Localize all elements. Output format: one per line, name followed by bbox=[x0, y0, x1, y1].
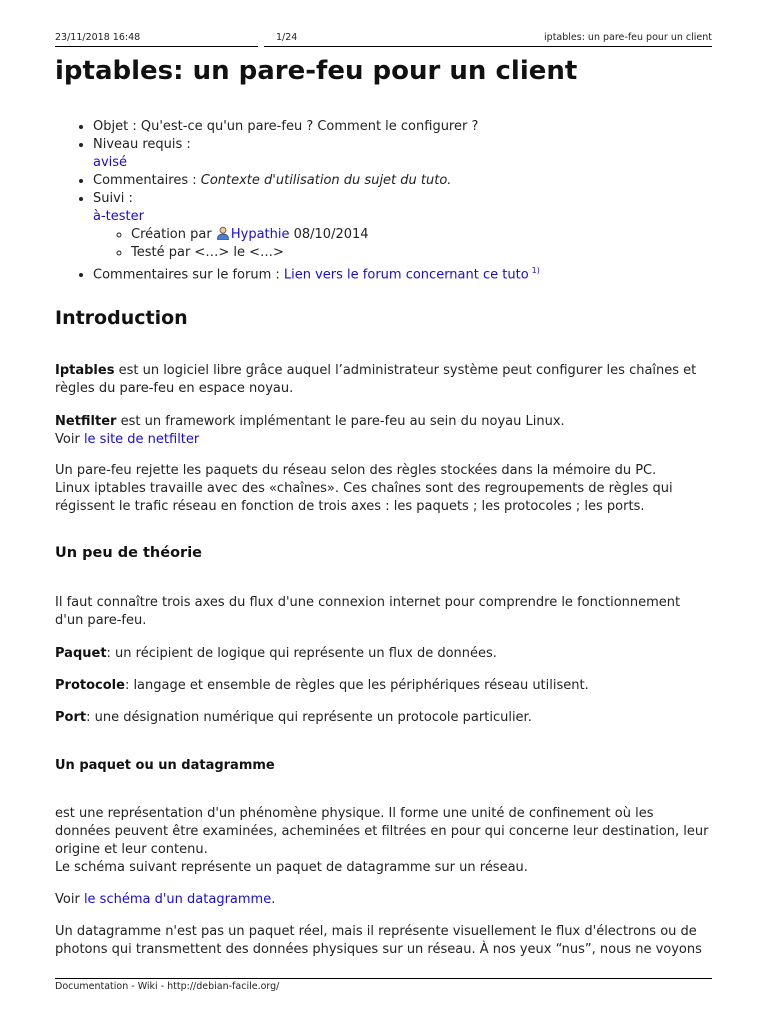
user-icon bbox=[216, 226, 230, 240]
creation-item: ◦ Création par Hypathie 08/10/2014 bbox=[131, 226, 712, 244]
footer-text: Documentation - Wiki - http://debian-facile.org/ bbox=[55, 981, 280, 992]
intro-paragraph-firewall: Un pare-feu rejette les paquets du réseau selon des règles stockées dans la mémoire du PC. Linux iptables travaille avec des «chaînes». Ces chaînes sont des regroupements de règles qui régissent le trafic réseau en fonction de trois axes : les paquets ; les protocoles ; les ports. bbox=[55, 463, 673, 514]
meta-objet: • Objet : Qu'est-ce qu'un pare-feu ? Comment le configurer ? bbox=[93, 118, 712, 136]
header-page-number: 1/24 bbox=[276, 32, 298, 43]
meta-suivi: • Suivi : à-tester ◦ Création par Hypathie 08/10/2014 ◦ Testé par <…> le <…> bbox=[93, 190, 712, 262]
section-datagramme-heading: Un paquet ou un datagramme bbox=[55, 758, 275, 773]
def-protocole: Protocole: langage et ensemble de règles que les périphériques réseau utilisent. bbox=[55, 678, 589, 693]
def-port: Port: une désignation numérique qui représente un protocole particulier. bbox=[55, 710, 532, 725]
running-footer bbox=[55, 978, 712, 992]
main-content bbox=[55, 118, 712, 284]
footnote-link[interactable]: 1) bbox=[531, 266, 540, 275]
meta-forum: • Commentaires sur le forum : Lien vers le forum concernant ce tuto $^{1)}$ bbox=[93, 262, 712, 284]
datagramme-paragraph: est une représentation d'un phénomène physique. Il forme une unité de confinement où les données peuvent être examinées, acheminées et filtrées en pour qui concerne leur destination, leur origine et leur contenu. Le schéma suivant représente un paquet de datagramme sur un réseau. bbox=[55, 806, 709, 875]
document-page bbox=[55, 0, 712, 1024]
header-doc-title: iptables: un pare-feu pour un client bbox=[544, 32, 712, 43]
running-header bbox=[55, 32, 712, 47]
intro-paragraph-netfilter: Netfilter est un framework implémentant le pare-feu au sein du noyau Linux. Voir le site de netfilter bbox=[55, 414, 565, 447]
niveau-link[interactable]: avisé bbox=[93, 155, 128, 170]
section-theorie-heading: Un peu de théorie bbox=[55, 545, 202, 561]
def-paquet: Paquet: un récipient de logique qui représente un flux de données. bbox=[55, 646, 497, 661]
datagramme-paragraph-2: Un datagramme n'est pas un paquet réel, mais il représente visuellement le flux d'électrons ou de photons qui transmettent des données physiques sur un réseau. À nos yeux “nus”, nous ne voyons bbox=[55, 924, 702, 957]
meta-niveau: • Niveau requis : avisé bbox=[93, 136, 712, 172]
header-date: 23/11/2018 16:48 bbox=[55, 32, 141, 43]
datagramme-voir: Voir le schéma d'un datagramme. bbox=[55, 892, 276, 907]
suivi-link[interactable]: à-tester bbox=[93, 209, 144, 224]
datagramme-schema-link[interactable]: le schéma d'un datagramme bbox=[83, 892, 272, 907]
author-link[interactable]: Hypathie bbox=[230, 227, 290, 242]
page-title: iptables: un pare-feu pour un client bbox=[55, 56, 578, 86]
intro-paragraph-iptables: Iptables est un logiciel libre grâce auquel l’administrateur système peut configurer les chaînes et règles du pare-feu en espace noyau. bbox=[55, 363, 697, 396]
theorie-paragraph: Il faut connaître trois axes du flux d'une connexion internet pour comprendre le fonctionnement d'un pare-feu. bbox=[55, 595, 681, 628]
teste-item: ◦ Testé par <…> le <…> bbox=[131, 244, 712, 262]
netfilter-site-link[interactable]: le site de netfilter bbox=[83, 432, 200, 447]
meta-list bbox=[55, 118, 712, 284]
section-introduction-heading: Introduction bbox=[55, 307, 188, 329]
suivi-sublist bbox=[93, 226, 712, 262]
meta-commentaires: • Commentaires : Contexte d'utilisation du sujet du tuto. bbox=[93, 172, 712, 190]
forum-link[interactable]: Lien vers le forum concernant ce tuto bbox=[283, 267, 529, 283]
